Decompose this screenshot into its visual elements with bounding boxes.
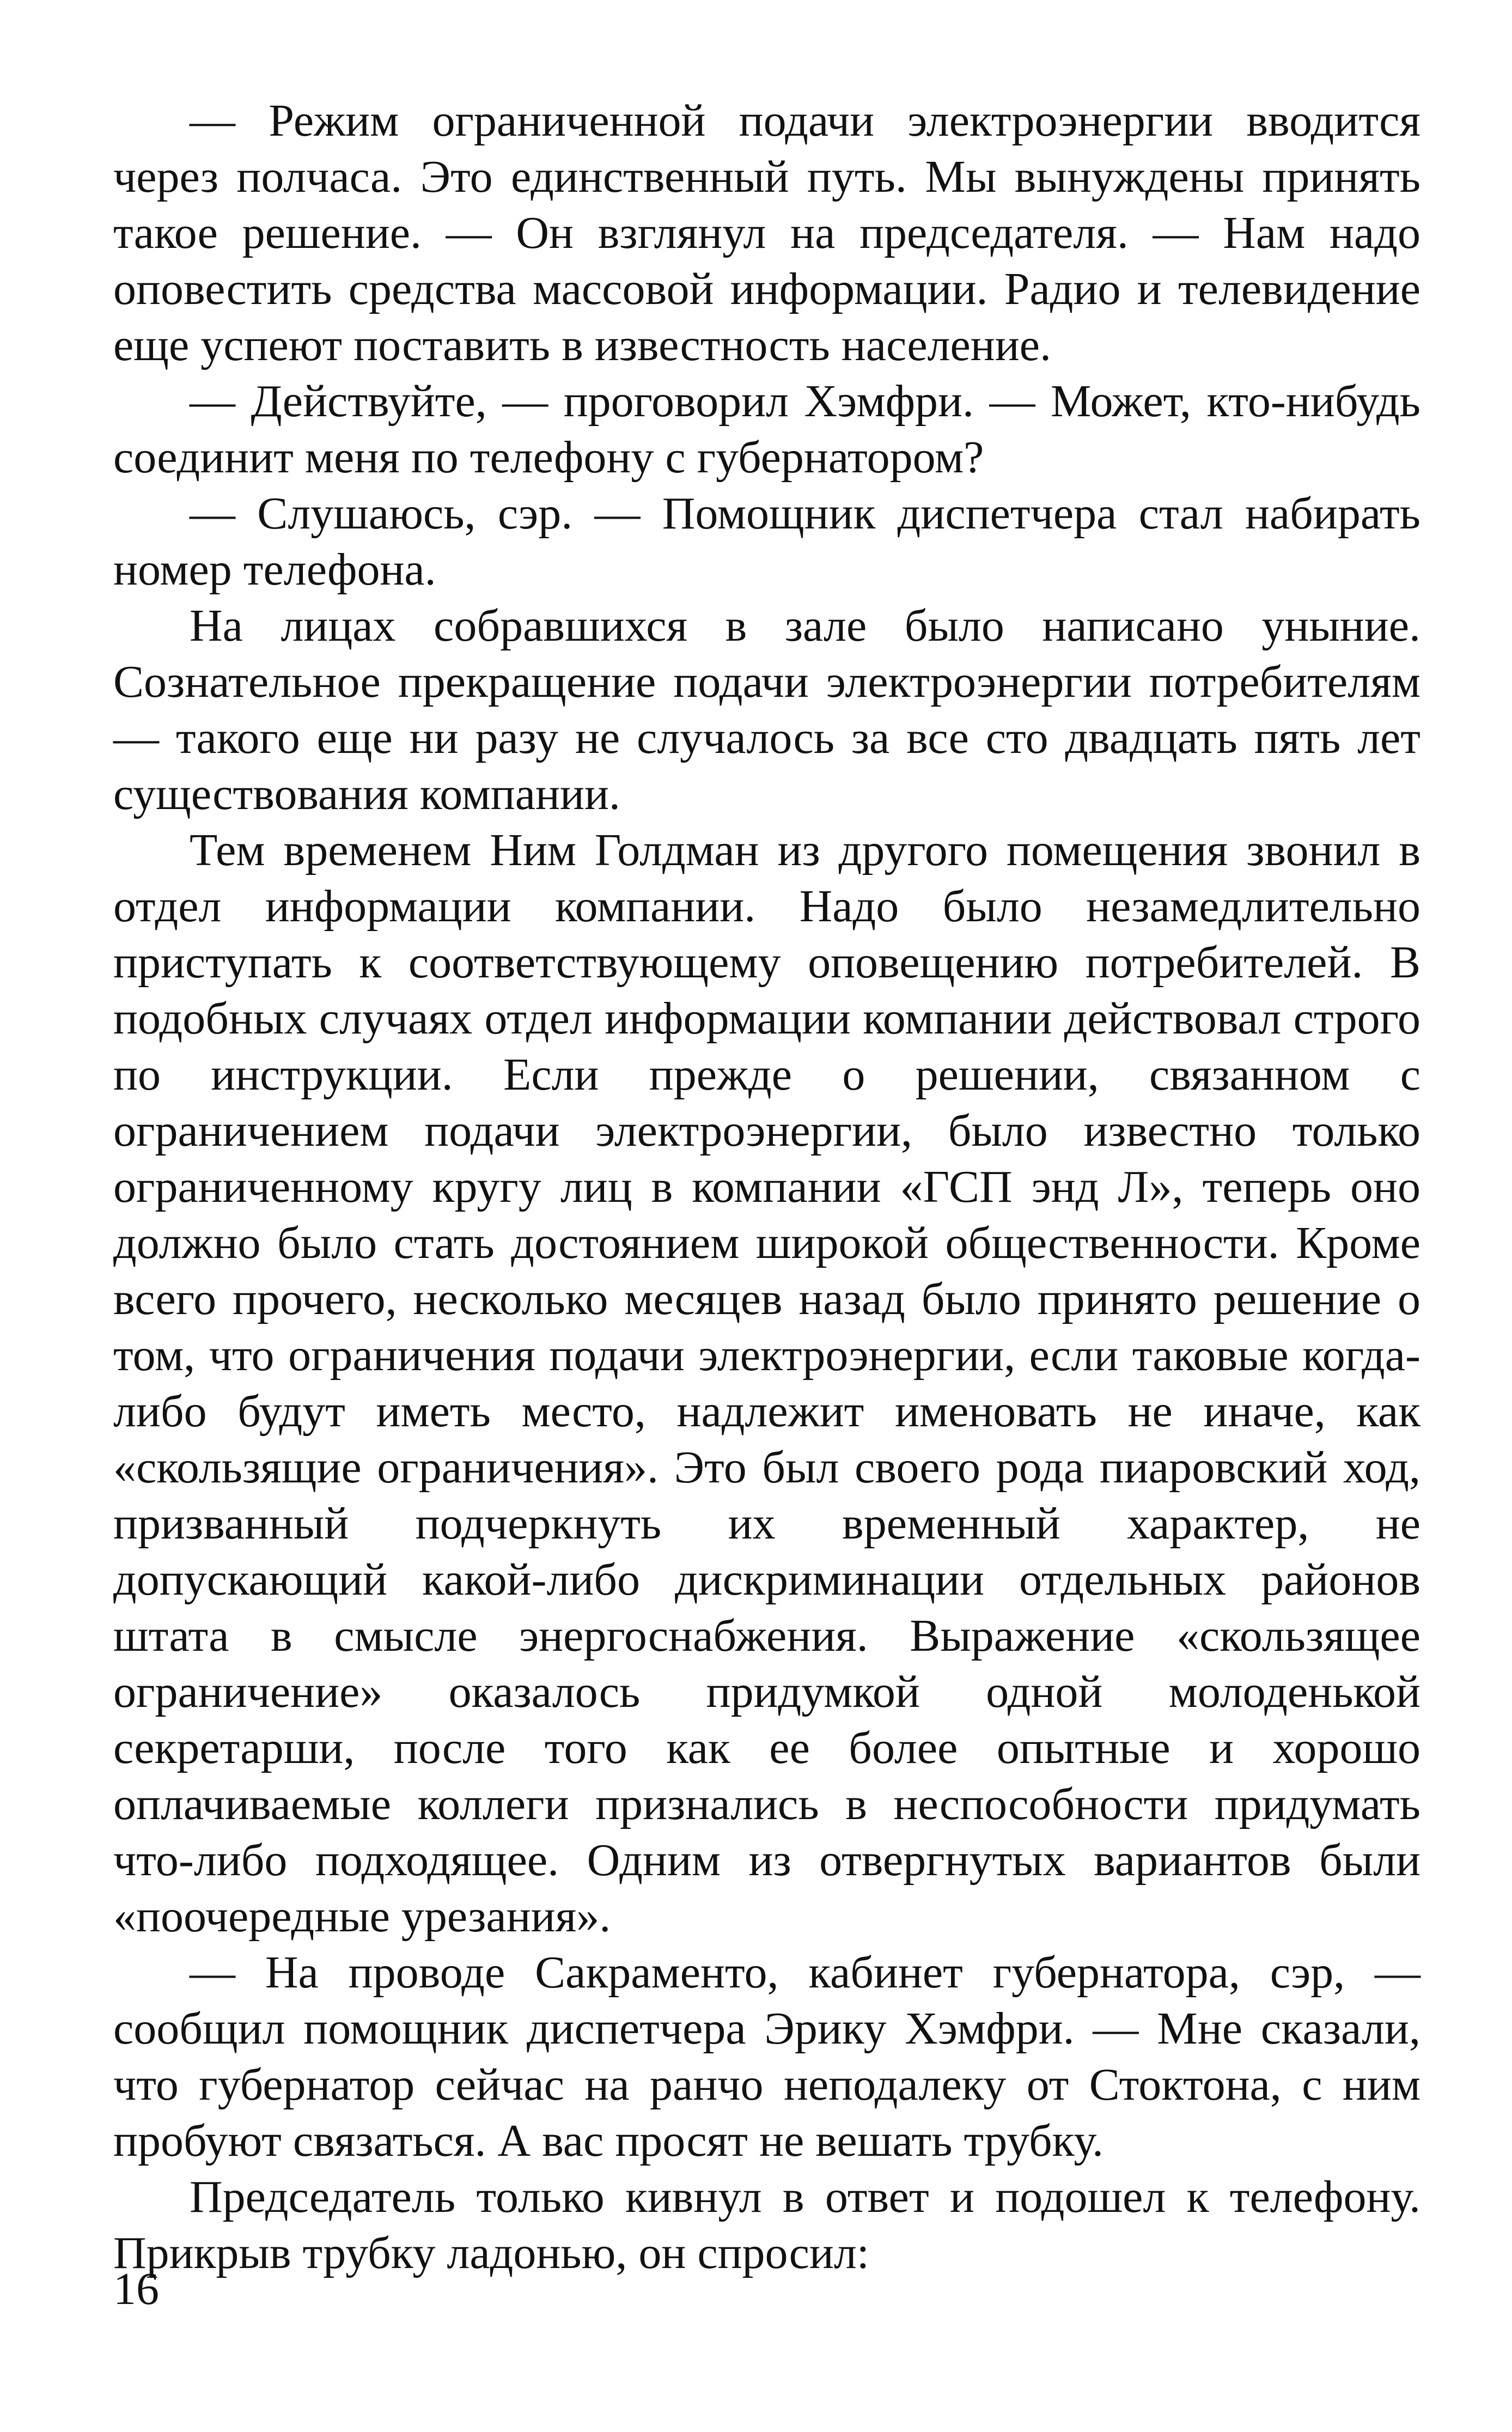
paragraph-7: Председатель только кивнул в ответ и подошел к телефону. Прикрыв трубку ладонью, он спросил: — [113, 2172, 1420, 2278]
paragraph-5: Тем временем Ним Голдман из другого помещения звонил в отдел информации компании. Надо было незамедлительно приступать к соответствующему оповещению потребителей. В подобных случаях отдел информации компании действовал строго по инструкции. Если прежде о решении, связанном с ограничением подачи электроэнергии, было известно только ограниченному кругу лиц в компании «ГСП энд Л», теперь оно должно было стать достоянием широкой общественности. Кроме всего прочего, несколько месяцев назад было принято решение о том, что ограничения подачи электроэнергии, если таковые когда-либо будут иметь место, надлежит именовать не иначе, как «скользящие ограничения». Это был своего рода пиаровский ход, призванный подчеркнуть их временный характер, не допускающий какой-либо дискриминации отдельных районов штата в смысле энергоснабжения. Выражение «скользящее ограничение» оказалось придумкой одной молоденькой секретарши, после того как ее более опытные и хорошо оплачиваемые коллеги признались в неспособности придумать что-либо подходящее. Одним из отвергнутых вариантов были «поочередные урезания». — [113, 825, 1420, 1942]
page-number: 16 — [113, 2264, 159, 2314]
paragraph-6: — На проводе Сакраменто, кабинет губернатора, сэр, — сообщил помощник диспетчера Эрику Хэмфри. — Мне сказали, что губернатор сейчас на ранчо неподалеку от Стоктона, с ним пробуют связаться. А вас просят не вешать трубку. — [113, 1947, 1420, 2166]
paragraph-4: На лицах собравшихся в зале было написано уныние. Сознательное прекращение подачи электроэнергии потребителям — такого еще ни разу не случалось за все сто двадцать пять лет существования компании. — [113, 600, 1420, 819]
paragraph-1: — Режим ограниченной подачи электроэнергии вводится через полчаса. Это единственный путь. Мы вынуждены принять такое решение. — Он взглянул на председателя. — Нам надо оповестить средства массовой информации. Радио и телевидение еще успеют поставить в известность население. — [113, 95, 1420, 370]
paragraph-3: — Слушаюсь, сэр. — Помощник диспетчера стал набирать номер телефона. — [113, 488, 1420, 595]
paragraph-2: — Действуйте, — проговорил Хэмфри. — Может, кто-нибудь соединит меня по телефону с губернатором? — [113, 376, 1420, 483]
page-text — [113, 93, 1420, 2281]
